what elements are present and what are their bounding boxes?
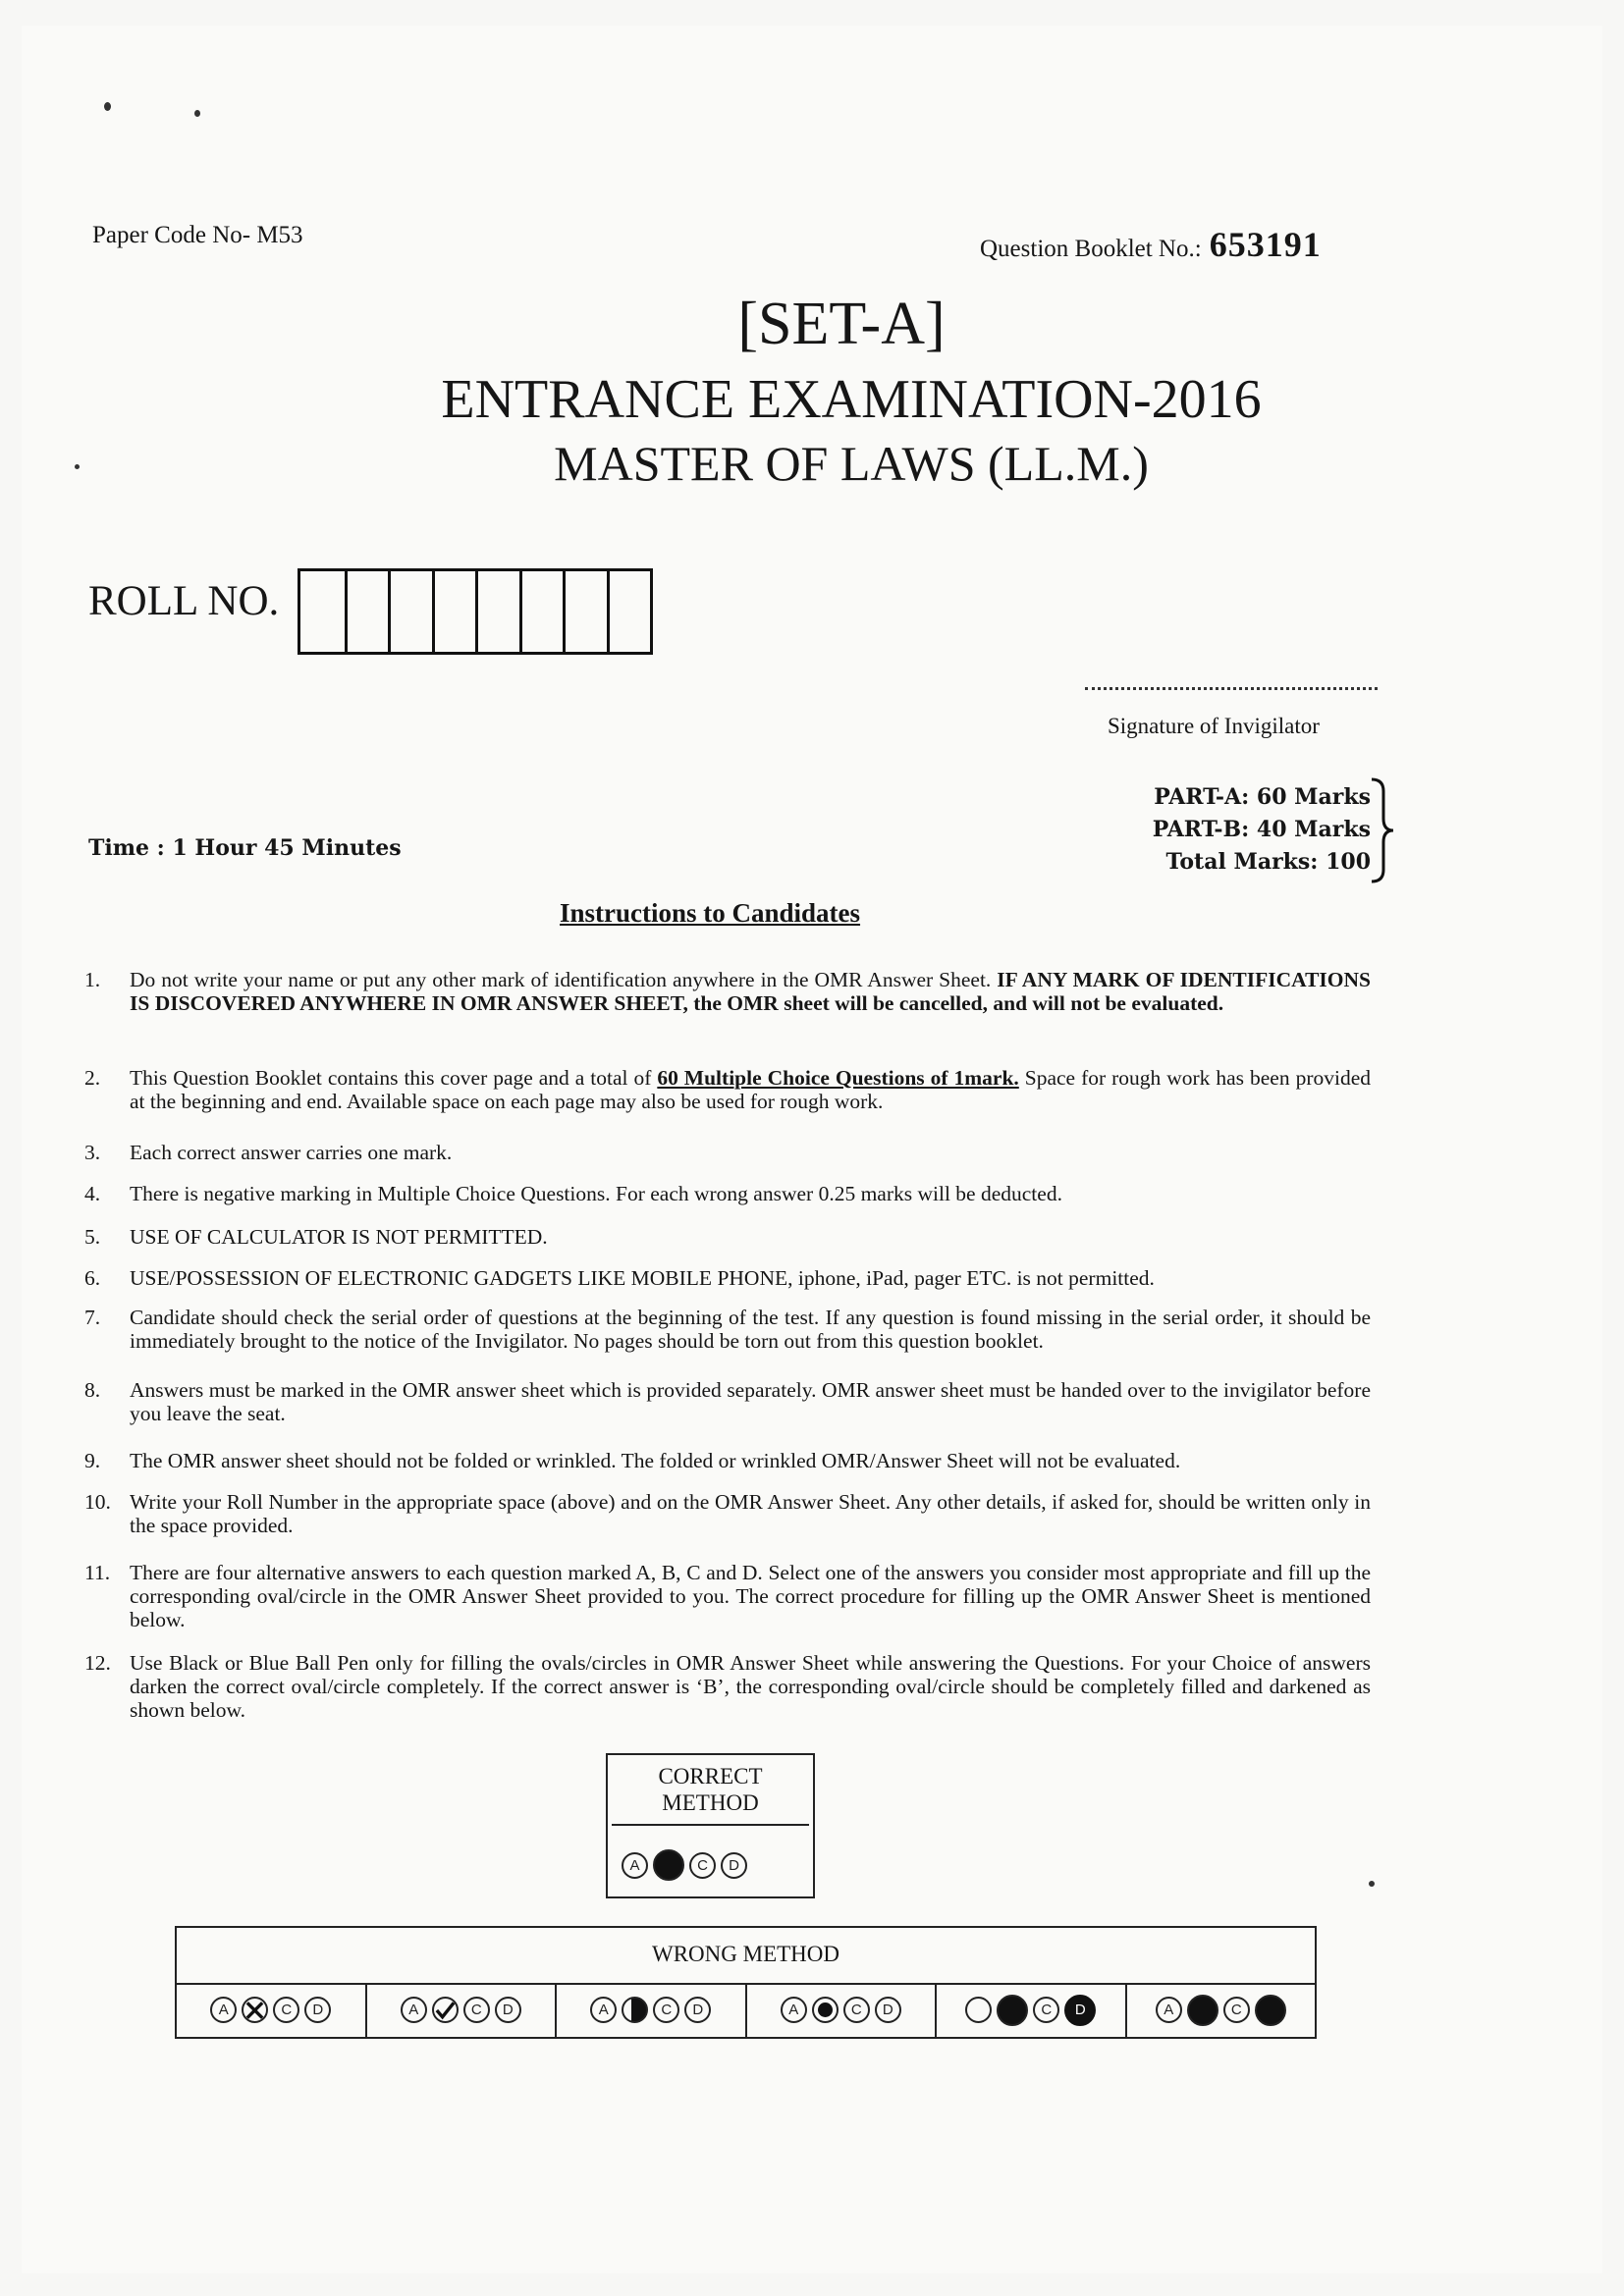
bubble-a: A xyxy=(401,1997,427,2023)
bubble-a: A xyxy=(781,1997,807,2023)
instruction-text: Each correct answer carries one mark. xyxy=(130,1141,453,1164)
bubble-a: A xyxy=(590,1997,617,2023)
bubble-a: A xyxy=(210,1997,237,2023)
marks-brace-icon xyxy=(1368,775,1395,885)
signature-line[interactable] xyxy=(1085,687,1378,690)
instruction-text: This Question Booklet contains this cover page and a total of 60 Multiple Choice Questions of 1mark. Space for rough work has been provided at the beginning and end. Available space on each page may also be used for rough work. xyxy=(130,1066,1371,1113)
set-title: [SET-A] xyxy=(737,291,946,357)
instruction-number: 1. xyxy=(84,968,101,991)
cross-mark-icon xyxy=(242,1997,268,2023)
bubble-d: D xyxy=(304,1997,331,2023)
wrong-example-half-filled xyxy=(555,1983,745,2037)
wrong-method-examples xyxy=(177,1983,1315,2037)
roll-digit-box[interactable] xyxy=(519,571,564,652)
empty-bubble-icon xyxy=(965,1997,992,2023)
wrong-example-dot xyxy=(745,1983,936,2037)
instruction-text: Do not write your name or put any other mark of identification anywhere in the OMR Answer Sheet. IF ANY MARK OF IDENTIFICATIONS IS DISCOVERED ANYWHERE IN OMR ANSWER SHEET, the OMR sheet will be cancelled, and will not be evaluated. xyxy=(130,968,1371,1015)
instructions-heading: Instructions to Candidates xyxy=(560,898,861,928)
scan-speck xyxy=(194,110,200,117)
instruction-number: 5. xyxy=(84,1225,101,1249)
signature-label: Signature of Invigilator xyxy=(1108,714,1320,738)
instruction-text: Use Black or Blue Ball Pen only for filling the ovals/circles in OMR Answer Sheet while answering the Questions. For your Choice of answers darken the correct oval/circle completely. If the correct answer is ‘B’, the corresponding oval/circle should be completely filled and darkened as shown below. xyxy=(130,1651,1371,1722)
bubble-c: C xyxy=(273,1997,299,2023)
roll-digit-box[interactable] xyxy=(388,571,432,652)
instruction-number: 9. xyxy=(84,1449,101,1472)
instruction-text: USE OF CALCULATOR IS NOT PERMITTED. xyxy=(130,1225,548,1249)
roll-digit-box[interactable] xyxy=(345,571,389,652)
instruction-text: Write your Roll Number in the appropriate space (above) and on the OMR Answer Sheet. Any other details, if asked for, should be written only in the space provided. xyxy=(130,1490,1371,1537)
marks-summary xyxy=(1119,781,1371,879)
wrong-example-two-filled xyxy=(1125,1983,1316,2037)
filled-bubble-icon xyxy=(1187,1995,1218,2026)
instruction-number: 7. xyxy=(84,1306,101,1329)
instruction-number: 12. xyxy=(84,1651,111,1675)
correct-method-bubbles xyxy=(622,1849,747,1881)
bubble-a: A xyxy=(622,1852,648,1879)
part-a-marks: PART-A: 60 Marks xyxy=(1154,784,1371,810)
scan-speck xyxy=(104,102,111,111)
exam-time: Time : 1 Hour 45 Minutes xyxy=(88,835,402,861)
half-filled-bubble-icon xyxy=(622,1997,648,2023)
bubble-d: D xyxy=(875,1997,901,2023)
bubble-d: D xyxy=(495,1997,521,2023)
roll-number-boxes[interactable] xyxy=(298,568,653,655)
wrong-example-tick xyxy=(365,1983,556,2037)
correct-method-label: CORRECT METHOD xyxy=(658,1764,763,1815)
wrong-method-box xyxy=(175,1926,1317,2039)
roll-digit-box[interactable] xyxy=(607,571,651,652)
divider xyxy=(612,1824,809,1826)
instruction-number: 3. xyxy=(84,1141,101,1164)
exam-title: ENTRANCE EXAMINATION-2016 xyxy=(441,369,1262,430)
tick-mark-icon xyxy=(432,1997,459,2023)
total-marks: Total Marks: 100 xyxy=(1165,849,1371,875)
instruction-text: The OMR answer sheet should not be folded or wrinkled. The folded or wrinkled OMR/Answer Sheet will not be evaluated. xyxy=(130,1449,1181,1472)
bubble-c: C xyxy=(689,1852,716,1879)
instruction-number: 10. xyxy=(84,1490,111,1514)
dot-filled-bubble-icon xyxy=(812,1997,839,2023)
bubble-c: C xyxy=(1033,1997,1059,2023)
instruction-number: 11. xyxy=(84,1561,111,1584)
bubble-c: C xyxy=(653,1997,679,2023)
bubble-c: C xyxy=(843,1997,870,2023)
bubble-d: D xyxy=(721,1852,747,1879)
bubble-a: A xyxy=(1156,1997,1182,2023)
instruction-text: Candidate should check the serial order of questions at the beginning of the test. If any question is found missing in the serial order, it should be immediately brought to the notice of the Invigilator. No pages should be torn out from this question booklet. xyxy=(130,1306,1371,1353)
booklet-label: Question Booklet No.: xyxy=(980,236,1202,262)
wrong-method-label: WRONG METHOD xyxy=(651,1942,839,1966)
correct-method-box xyxy=(606,1753,815,1898)
bubble-d: D xyxy=(684,1997,711,2023)
booklet-number: 653191 xyxy=(1209,225,1322,264)
bubble-d-darkened: D xyxy=(1064,1995,1096,2026)
filled-bubble-icon xyxy=(1255,1995,1286,2026)
paper-code: Paper Code No- M53 xyxy=(92,222,303,248)
instruction-number: 2. xyxy=(84,1066,101,1090)
question-booklet-number xyxy=(980,224,1322,265)
instruction-text: There are four alternative answers to each question marked A, B, C and D. Select one of the answers you consider most appropriate and fill up the corresponding oval/circle in the OMR Answer Sheet provided to you. The correct procedure for filling up the OMR Answer Sheet is mentioned below. xyxy=(130,1561,1371,1631)
wrong-example-cross xyxy=(177,1983,365,2037)
roll-digit-box[interactable] xyxy=(475,571,519,652)
instruction-text: Answers must be marked in the OMR answer sheet which is provided separately. OMR answer sheet must be handed over to the invigilator before you leave the seat. xyxy=(130,1378,1371,1425)
bubble-b-filled xyxy=(653,1849,684,1881)
instruction-text: USE/POSSESSION OF ELECTRONIC GADGETS LIKE MOBILE PHONE, iphone, iPad, pager ETC. is not permitted. xyxy=(130,1266,1155,1290)
instruction-number: 4. xyxy=(84,1182,101,1205)
course-title: MASTER OF LAWS (LL.M.) xyxy=(554,436,1149,491)
roll-number-label: ROLL NO. xyxy=(88,578,280,624)
bubble-c: C xyxy=(463,1997,490,2023)
roll-digit-box[interactable] xyxy=(563,571,607,652)
scan-speck xyxy=(1369,1881,1375,1887)
roll-digit-box[interactable] xyxy=(432,571,476,652)
instruction-number: 8. xyxy=(84,1378,101,1402)
roll-digit-box[interactable] xyxy=(300,571,345,652)
part-b-marks: PART-B: 40 Marks xyxy=(1152,817,1371,842)
bubble-c: C xyxy=(1223,1997,1250,2023)
instruction-text: There is negative marking in Multiple Choice Questions. For each wrong answer 0.25 marks will be deducted. xyxy=(130,1182,1062,1205)
instruction-number: 6. xyxy=(84,1266,101,1290)
filled-bubble-icon xyxy=(997,1995,1028,2026)
wrong-example-multiple xyxy=(935,1983,1125,2037)
